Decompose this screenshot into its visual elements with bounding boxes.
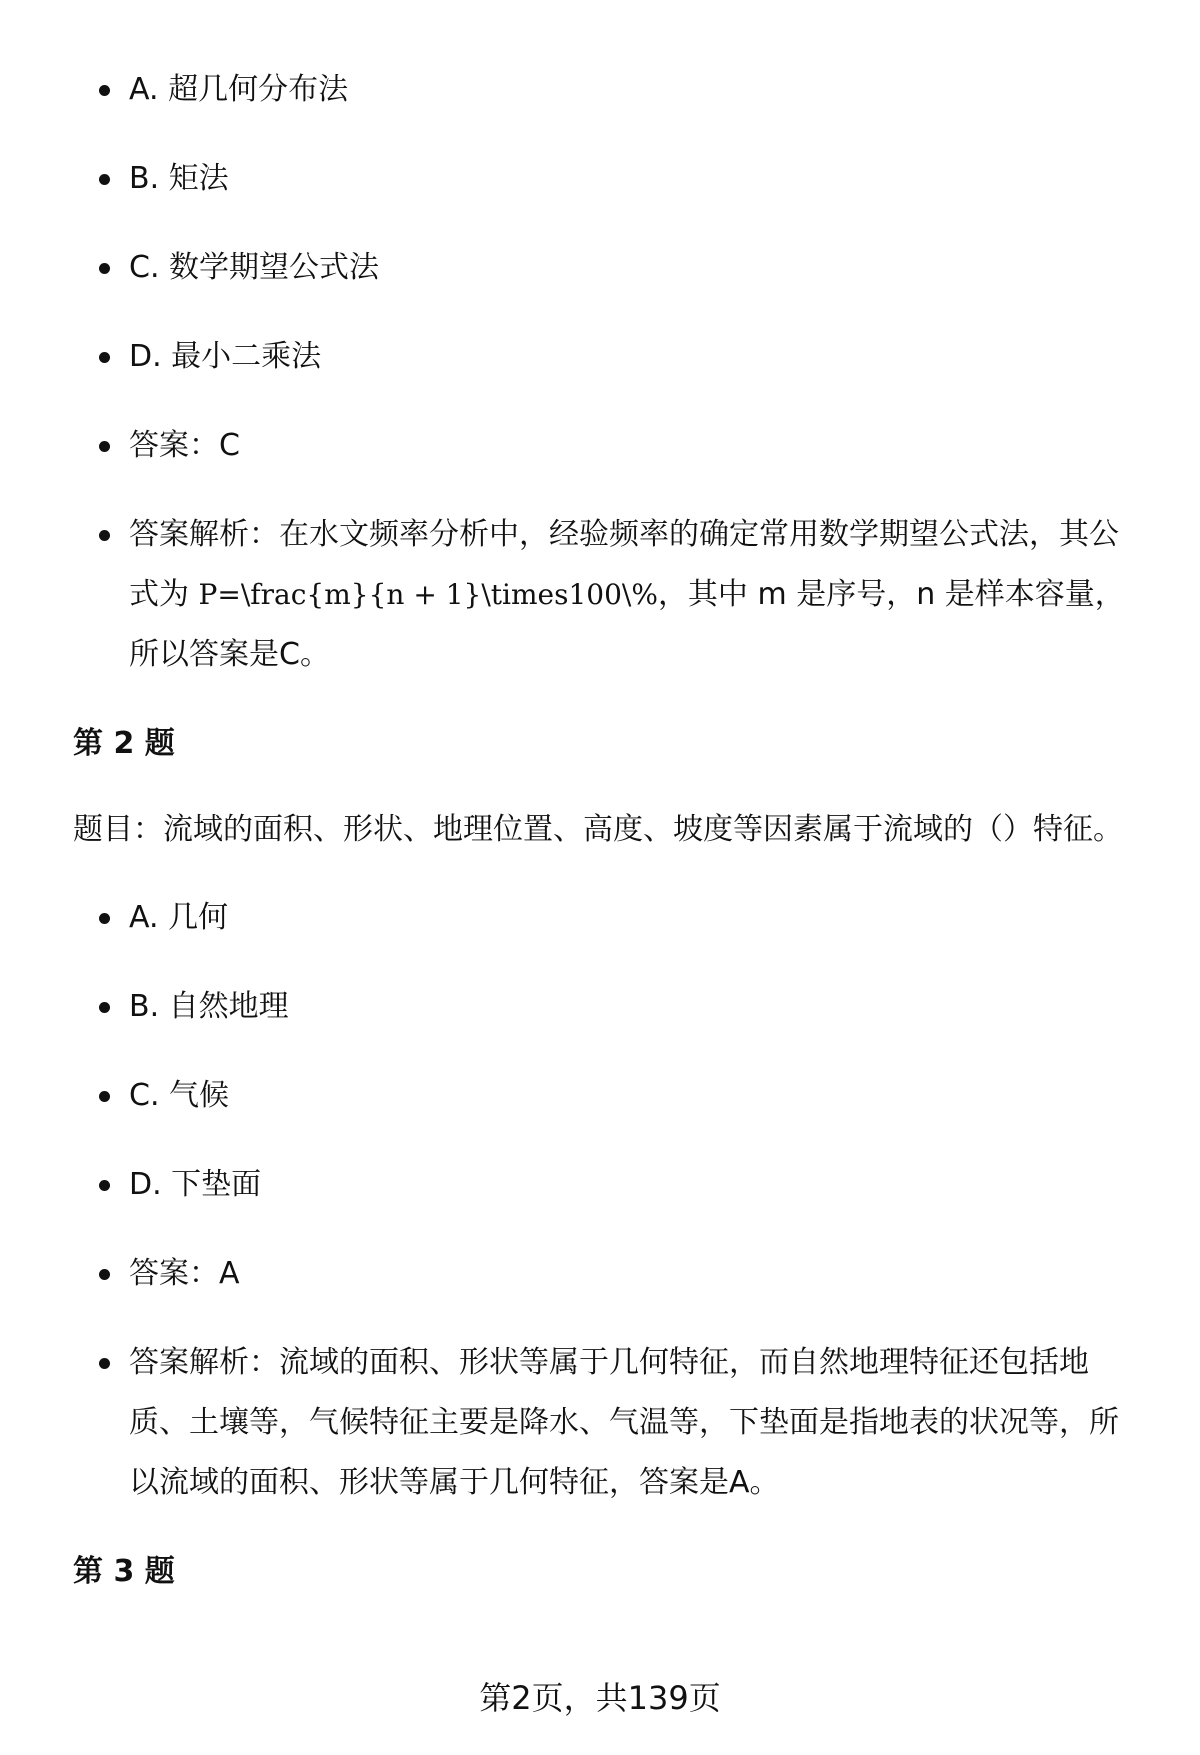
list-item — [73, 977, 1143, 1037]
list-item — [73, 416, 1143, 476]
list-item — [73, 1155, 1143, 1215]
list-item — [73, 888, 1143, 948]
q1-option-c: C. 数学期望公式法 — [129, 250, 380, 285]
bullet-icon — [99, 263, 110, 274]
question-3-heading: 第 3 题 — [73, 1554, 175, 1589]
list-item — [73, 149, 1143, 209]
list-item — [73, 1066, 1143, 1126]
bullet-icon — [99, 441, 110, 452]
list-item — [73, 1333, 1143, 1513]
bullet-icon — [99, 530, 110, 541]
q1-option-d: D. 最小二乘法 — [129, 339, 322, 374]
q1-option-b: B. 矩法 — [129, 161, 229, 196]
q1-option-list — [73, 60, 1143, 685]
q1-option-a: A. 超几何分布法 — [129, 72, 349, 107]
q2-analysis: 答案解析：流域的面积、形状等属于几何特征，而自然地理特征还包括地质、土壤等，气候特征主要是降水、气温等，下垫面是指地表的状况等，所以流域的面积、形状等属于几何特征，答案是A。 — [129, 1345, 1119, 1500]
bullet-icon — [99, 1269, 110, 1280]
bullet-icon — [99, 85, 110, 96]
bullet-icon — [99, 352, 110, 363]
list-item — [73, 60, 1143, 120]
bullet-icon — [99, 913, 110, 924]
bullet-icon — [99, 1091, 110, 1102]
page-footer: 第2页，共139页 — [479, 1679, 721, 1717]
q1-answer: 答案：C — [129, 428, 240, 463]
list-item — [73, 505, 1143, 685]
q2-option-list — [73, 888, 1143, 1513]
list-item — [73, 327, 1143, 387]
bullet-icon — [99, 1180, 110, 1191]
list-item — [73, 238, 1143, 298]
q2-option-b: B. 自然地理 — [129, 989, 289, 1024]
q2-answer: 答案：A — [129, 1256, 240, 1291]
q1-analysis-suffix: ，其中 m 是序号，n 是样本容量，所以答案是C。 — [129, 577, 1125, 672]
q1-analysis-prefix: 答案解析：在水文频率分析中，经验频率的确定常用数学期望公式法，其公式为 — [129, 517, 1119, 612]
bullet-icon — [99, 1358, 110, 1369]
q2-option-d: D. 下垫面 — [129, 1167, 262, 1202]
q2-option-a: A. 几何 — [129, 900, 229, 935]
bullet-icon — [99, 1002, 110, 1013]
list-item — [73, 1244, 1143, 1304]
q1-analysis-formula: P=\frac{m}{n + 1}\times100\% — [198, 578, 658, 611]
bullet-icon — [99, 174, 110, 185]
q2-option-c: C. 气候 — [129, 1078, 230, 1113]
question-2-text: 题目：流域的面积、形状、地理位置、高度、坡度等因素属于流域的（）特征。 — [73, 812, 1123, 847]
question-2-heading: 第 2 题 — [73, 726, 175, 761]
page-content — [73, 60, 1143, 1628]
